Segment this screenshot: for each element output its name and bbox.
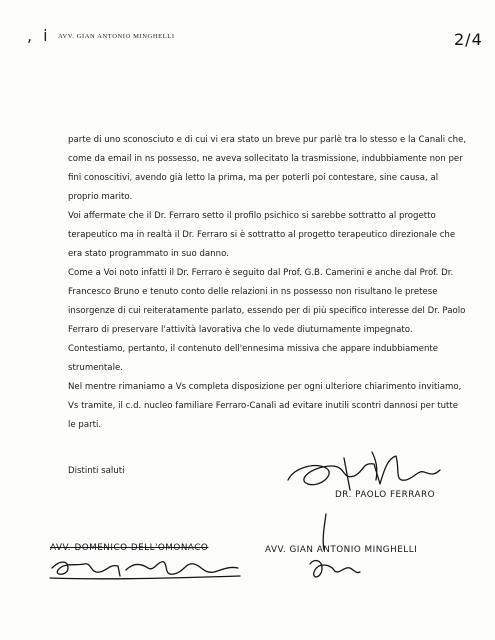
paragraph-4: Contestiamo, pertanto, il contenuto dell'ennesima missiva che appare indubbiamente strumentale.	[68, 344, 439, 373]
paragraph-3: Come a Voi noto infatti il Dr. Ferraro è seguito dal Prof. G.B. Camerini e anche dal Prof. Dr. Francesco Bruno e tenuto conto delle relazioni in ns possesso non risultano le pretese insorgenze di cui reiteratamente parlato, essendo per di più specifico interesse del Dr. Paolo Ferraro di preservare l'attività lavorativa che lo vede diuturnamente impegnato.	[68, 268, 466, 335]
page-number: 2/4	[454, 30, 483, 49]
letterhead: AVV. GIAN ANTONIO MINGHELLI	[58, 33, 175, 40]
header-marks: , i	[27, 26, 51, 45]
closing-salutation: Distinti saluti	[68, 466, 125, 476]
letter-body	[68, 131, 468, 435]
paragraph-2: Voi affermate che il Dr. Ferraro setto il profilo psichico si sarebbe sottratto al progetto terapeutico ma in realtà il Dr. Ferraro si è sottratto al progetto terapeutico direzionale che era stato programmato in suo danno.	[68, 211, 456, 259]
minghelli-name: AVV. GIAN ANTONIO MINGHELLI	[265, 545, 418, 555]
paragraph-1: parte di uno sconosciuto e di cui vi era stato un breve pur parlè tra lo stesso e la Canali che, come da email in ns possesso, ne aveva sollecitato la trasmissione, indubbiamente non per fini conoscitivi, avendo già letto la prima, ma per poterli poi contestare, sine causa, al proprio marito.	[68, 135, 467, 202]
dellomonaco-name: AVV. DOMENICO DELL'OMONACO	[50, 543, 209, 553]
ferraro-name: DR. PAOLO FERRARO	[335, 490, 436, 500]
dellomonaco-signature	[46, 548, 246, 588]
paragraph-5: Nel mentre rimaniamo a Vs completa disposizione per ogni ulteriore chiarimento invitiamo, Vs tramite, il c.d. nucleo familiare Ferraro-Canali ad evitare inutili scontri dannosi per tutte le parti.	[68, 382, 462, 430]
